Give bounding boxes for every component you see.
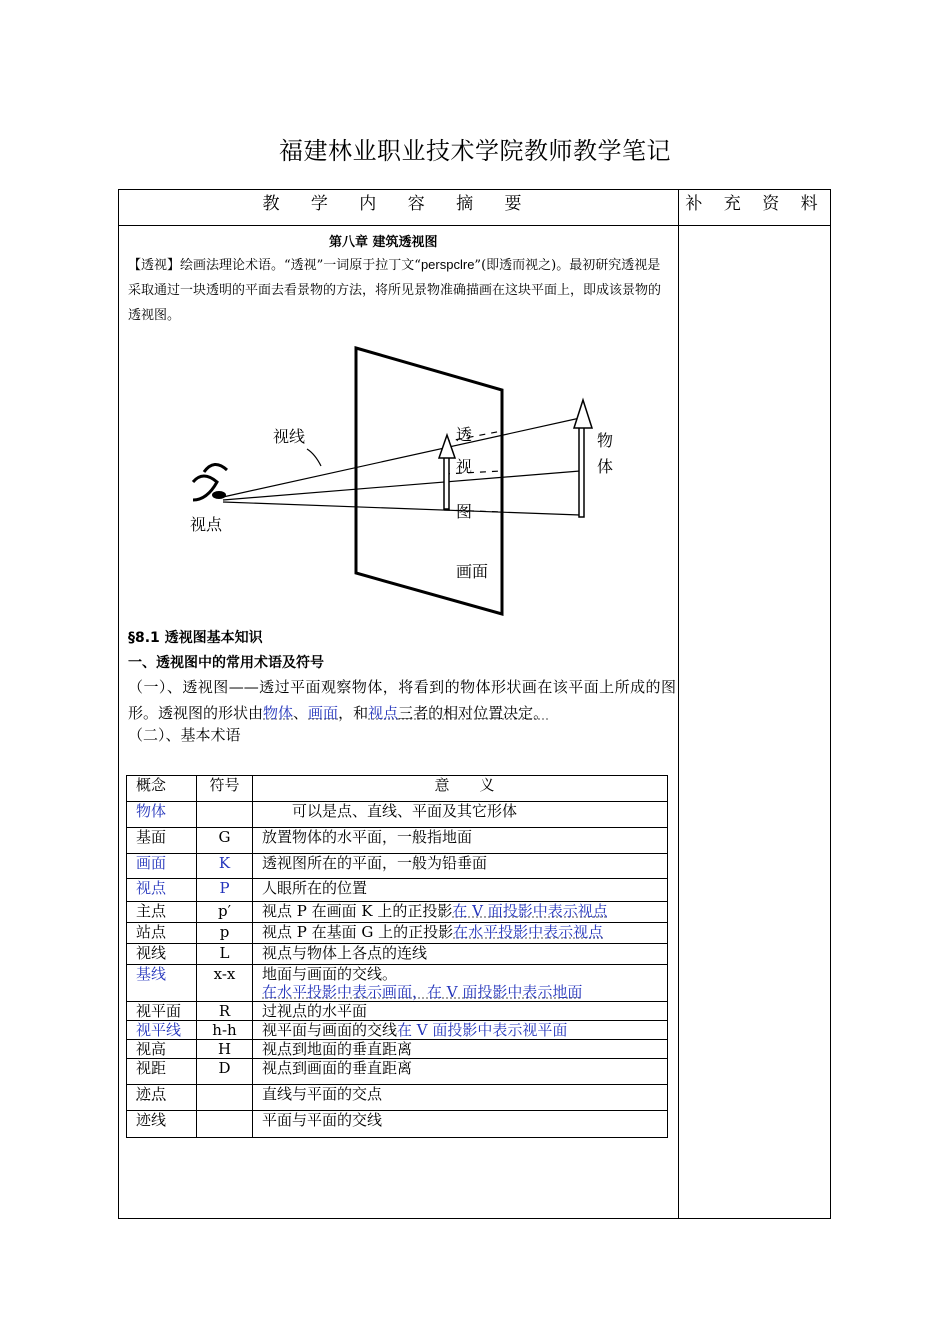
viewpoint-label: 视点 [190, 515, 223, 534]
table-row [127, 1021, 668, 1040]
meaning-cell [253, 802, 668, 828]
object-char-2: 体 [597, 457, 614, 476]
notes-frame [118, 189, 831, 1219]
symbol-cell: R [197, 1002, 253, 1021]
header-divider [119, 225, 830, 226]
sight-line-pointer [307, 449, 321, 466]
meaning-text: 直线与平面的交点 [262, 1085, 383, 1103]
sight-line-label: 视线 [273, 427, 306, 446]
meaning-text: 视点到地面的垂直距离 [262, 1040, 413, 1058]
meaning-note: 在水平投影中表示画面，在 V 面投影中表示地面 [262, 983, 583, 1001]
meaning-text: 过视点的水平面 [262, 1002, 368, 1020]
definition-paragraph [128, 674, 676, 726]
para-text-b: 三者的相对位置决定。 [398, 704, 549, 722]
symbol-cell: K [197, 854, 253, 879]
table-row [127, 879, 668, 902]
intro-text-2: ”(即透而视之)。最初研究透视是采取通过一块透明的平面去看景物的方法，将所见景物准确描画在这块平面上，即成该景物的透视图。 [128, 258, 662, 323]
meaning-cell [253, 1111, 668, 1138]
meaning-note: 在 V 面投影中表示视点 [452, 902, 608, 920]
intro-text-1: 【透视】绘画法理论术语。“透视”一词原于拉丁文“ [128, 258, 421, 273]
column-divider [678, 190, 679, 1218]
meaning-text: 地面与画面的交线。 [262, 965, 398, 983]
symbol-cell: x-x [197, 965, 253, 1002]
table-header-row [127, 776, 668, 802]
meaning-cell [253, 902, 668, 923]
table-row [127, 944, 668, 965]
meaning-text: 人眼所在的位置 [262, 879, 368, 897]
table-row [127, 1111, 668, 1138]
meaning-note: 在 V 面投影中表示视平面 [397, 1021, 568, 1039]
content-summary-header: 教 学 内 容 摘 要 [262, 194, 535, 214]
perspective-diagram [179, 342, 659, 617]
section-title: §8.1 透视图基本知识 [128, 630, 263, 646]
concept-cell: 迹点 [127, 1085, 197, 1111]
keyword-object: 物体 [263, 704, 294, 722]
concept-cell: 站点 [127, 923, 197, 944]
meaning-cell [253, 923, 668, 944]
table-row [127, 902, 668, 923]
perspective-char-2: 视 [456, 457, 473, 476]
meaning-text: 视点 P 在基面 G 上的正投影 [262, 923, 454, 941]
basic-terms-heading: （二）、基本术语 [128, 726, 241, 744]
keyword-viewpoint: 视点 [368, 704, 399, 722]
perspective-char-1: 透 [456, 425, 473, 444]
symbol-cell: H [197, 1040, 253, 1059]
concept-cell: 视高 [127, 1040, 197, 1059]
concept-cell: 迹线 [127, 1111, 197, 1138]
intro-latin-term: perspclre [420, 257, 475, 272]
subsection-title: 一、透视图中的常用术语及符号 [128, 655, 324, 671]
meaning-cell [253, 828, 668, 854]
concept-cell: 视线 [127, 944, 197, 965]
concept-cell: 物体 [127, 802, 197, 828]
meaning-cell [253, 944, 668, 965]
meaning-text: 放置物体的水平面，一般指地面 [262, 828, 473, 846]
table-row [127, 802, 668, 828]
meaning-cell [253, 879, 668, 902]
symbol-cell: p [197, 923, 253, 944]
concept-cell: 主点 [127, 902, 197, 923]
meaning-cell [253, 854, 668, 879]
meaning-cell [253, 1085, 668, 1111]
symbol-cell: G [197, 828, 253, 854]
table-row [127, 1002, 668, 1021]
symbol-cell [197, 1111, 253, 1138]
header-symbol: 符号 [197, 776, 253, 802]
intro-paragraph [128, 252, 673, 328]
meaning-text: 可以是点、直线、平面及其它形体 [262, 802, 518, 820]
keyword-picture-plane: 画面 [308, 704, 339, 722]
concept-cell: 视距 [127, 1059, 197, 1085]
symbol-cell: D [197, 1059, 253, 1085]
meaning-cell [253, 1021, 668, 1040]
symbol-cell: L [197, 944, 253, 965]
table-row [127, 1040, 668, 1059]
table-row [127, 923, 668, 944]
object-arrow [574, 400, 592, 517]
supplementary-header: 补 充 资 料 [685, 194, 826, 214]
meaning-text: 透视图所在的平面，一般为铅垂面 [262, 854, 488, 872]
meaning-note: 在水平投影中表示视点 [453, 923, 604, 941]
picture-plane-label: 画面 [456, 562, 489, 581]
table-row [127, 854, 668, 879]
para-sep-1: 、 [293, 704, 309, 722]
concept-cell: 视平面 [127, 1002, 197, 1021]
meaning-cell [253, 1002, 668, 1021]
header-concept: 概念 [127, 776, 197, 802]
table-row [127, 1085, 668, 1111]
chapter-title: 第八章 建筑透视图 [329, 235, 438, 250]
concept-cell: 画面 [127, 854, 197, 879]
symbol-cell [197, 802, 253, 828]
meaning-text: 视点到画面的垂直距离 [262, 1059, 413, 1077]
terms-table [126, 775, 668, 1138]
concept-cell: 基面 [127, 828, 197, 854]
symbol-cell: P [197, 879, 253, 902]
table-row [127, 965, 668, 1002]
symbol-cell: p′ [197, 902, 253, 923]
meaning-text: 视点与物体上各点的连线 [262, 944, 428, 962]
meaning-cell [253, 1040, 668, 1059]
symbol-cell [197, 1085, 253, 1111]
meaning-cell [253, 1059, 668, 1085]
concept-cell: 视点 [127, 879, 197, 902]
meaning-text: 视点 P 在画面 K 上的正投影 [262, 902, 453, 920]
table-row [127, 828, 668, 854]
concept-cell: 视平线 [127, 1021, 197, 1040]
meaning-text: 视平面与画面的交线 [262, 1021, 398, 1039]
concept-cell: 基线 [127, 965, 197, 1002]
table-row [127, 1059, 668, 1085]
page-title: 福建林业职业技术学院教师教学笔记 [279, 137, 671, 165]
meaning-text: 平面与平面的交线 [262, 1111, 383, 1129]
header-meaning: 意 义 [253, 776, 668, 802]
para-sep-2: ，和 [338, 704, 369, 722]
eye-icon [193, 464, 227, 500]
symbol-cell: h-h [197, 1021, 253, 1040]
perspective-char-3: 图 [456, 502, 473, 521]
object-char-1: 物 [597, 431, 614, 450]
meaning-cell [253, 965, 668, 1002]
para-text-a: （一）、透视图——透过平面观察物体，将看到的物体形状画在该平面上所成的图形。透视图的形状由 [128, 678, 676, 722]
